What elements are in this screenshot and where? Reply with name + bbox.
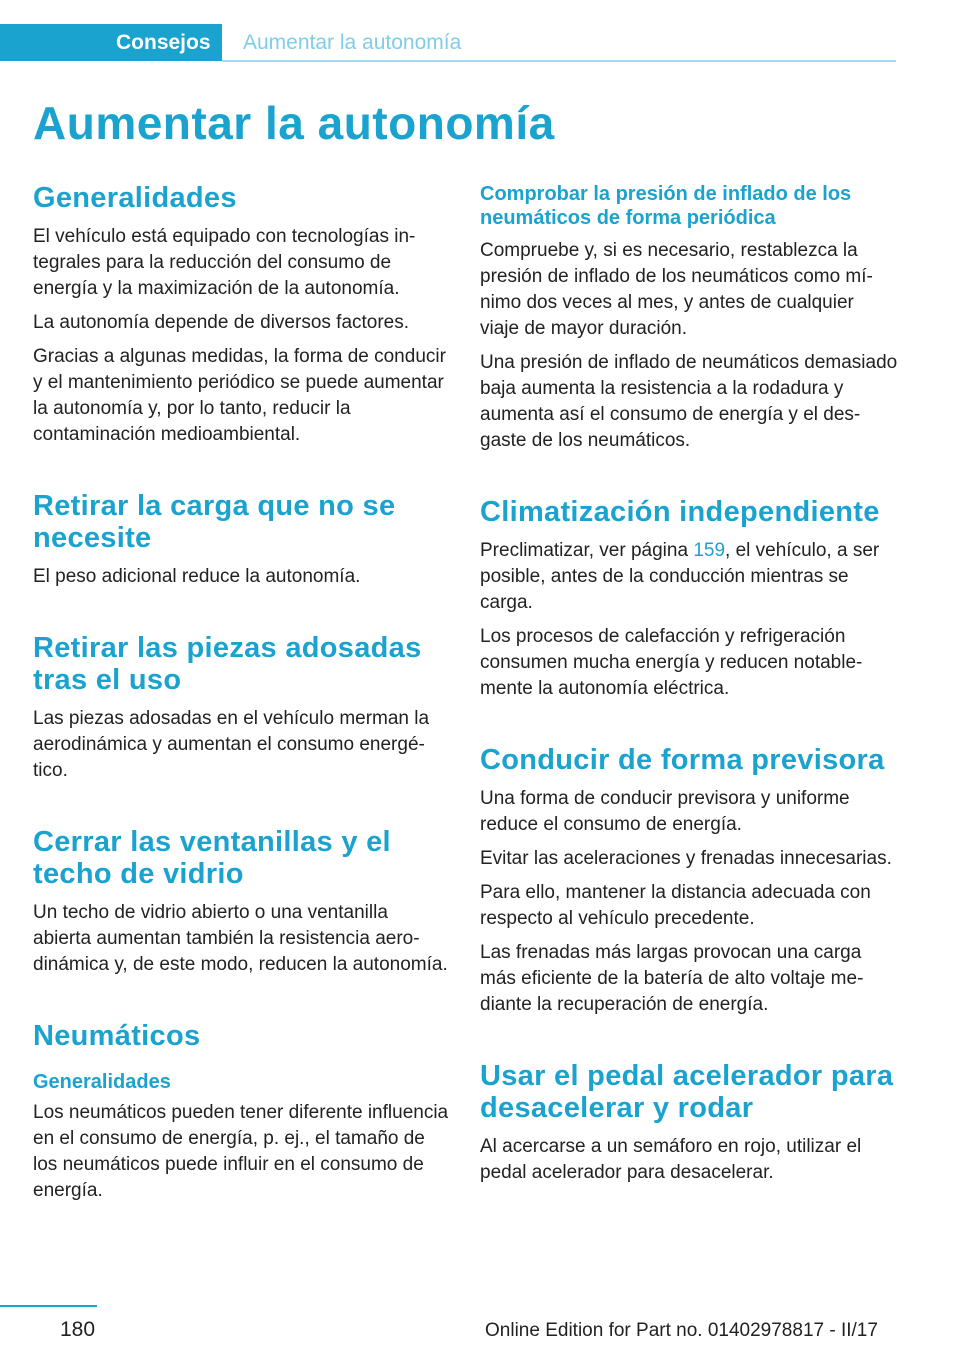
paragraph: Los neumáticos pueden tener diferente influencia en el consumo de energía, p. ej., el tamaño de los neumáticos puede influir en el consumo de energía. (33, 1102, 449, 1201)
page-link[interactable]: 159 (693, 540, 726, 561)
heading-generalidades: Generalidades (33, 182, 237, 214)
page-title: Aumentar la autonomía (33, 97, 555, 149)
text: Preclimatizar, ver página (480, 540, 694, 561)
section-conducir (480, 744, 898, 1018)
heading-climatizacion: Climatización independiente (480, 496, 880, 528)
paragraph: Una presión de inflado de neumáticos demasiado baja aumenta la resistencia a la rodadura y aumenta así el consumo de energía y el desgaste de los neumáticos. (480, 352, 898, 451)
paragraph: Para ello, mantener la distancia adecuada con respecto al vehículo precedente. (480, 882, 871, 929)
heading-piezas: Retirar las piezas adosadas tras el uso (33, 632, 422, 696)
paragraph: Gracias a algunas medidas, la forma de conducir y el mantenimiento periódico se puede aumentar la autonomía y, por lo tanto, reducir la contaminación medioambiental. (33, 346, 446, 445)
paragraph: Las frenadas más largas provocan una carga más eficiente de la batería de alto voltaje mediante la recuperación de energía. (480, 942, 864, 1015)
paragraph: La autonomía depende de diversos factores. (33, 312, 410, 333)
paragraph: Las piezas adosadas en el vehículo merman la aerodinámica y aumentan el consumo energético. (33, 708, 430, 781)
page-number: 180 (60, 1318, 96, 1341)
heading-conducir: Conducir de forma previsora (480, 744, 885, 776)
paragraph: Al acercarse a un semáforo en rojo, utilizar el pedal acelerador para desacelerar. (480, 1136, 862, 1183)
page-tab[interactable]: Aumentar la autonomía (243, 31, 462, 54)
heading-neumaticos: Neumáticos (33, 1020, 201, 1052)
paragraph: Los procesos de calefacción y refrigeración consumen mucha energía y reducen notablemente la autonomía eléctrica. (480, 626, 863, 699)
paragraph: Un techo de vidrio abierto o una ventanilla abierta aumentan también la resistencia aerodinámica y, de este modo, reducen la autonomía. (33, 902, 448, 975)
section-piezas (33, 632, 451, 784)
heading-pedal: Usar el pedal acelerador para desacelerar y rodar (480, 1060, 894, 1124)
section-tab[interactable]: Consejos (0, 24, 222, 61)
section-neumaticos (33, 1020, 451, 1204)
text: , el vehículo, a ser posible, antes de la conducción mientras se carga. (480, 540, 880, 613)
paragraph: El vehículo está equipado con tecnologías integrales para la reducción del consumo de energía y la maximización de la autonomía. (33, 226, 416, 299)
paragraph: Evitar las aceleraciones y frenadas innecesarias. (480, 848, 892, 869)
heading-presion: Comprobar la presión de inflado de los neumáticos de forma periódica (480, 183, 852, 229)
section-generalidades (33, 182, 451, 448)
paragraph: Una forma de conducir previsora y uniforme reduce el consumo de energía. (480, 788, 850, 835)
section-pedal (480, 1060, 898, 1186)
section-ventanillas (33, 826, 451, 978)
footer-divider (0, 1305, 97, 1307)
left-column (33, 182, 451, 1246)
paragraph: El peso adicional reduce la autonomía. (33, 566, 361, 587)
heading-carga: Retirar la carga que no se necesite (33, 490, 396, 554)
header-divider (222, 60, 896, 62)
edition-text: Online Edition for Part no. 01402978817 - II/17 (485, 1320, 878, 1341)
paragraph: Compruebe y, si es necesario, restablezca la presión de inflado de los neumáticos como mínimo dos veces al mes, y antes de cualquier viaje de mayor duración. (480, 240, 873, 339)
section-carga (33, 490, 451, 590)
paragraph (480, 538, 898, 616)
subheading-generalidades: Generalidades (33, 1071, 171, 1093)
section-climatizacion (480, 496, 898, 702)
section-presion (480, 182, 898, 454)
heading-ventanillas: Cerrar las ventanillas y el techo de vidrio (33, 826, 391, 890)
right-column (480, 182, 898, 1228)
